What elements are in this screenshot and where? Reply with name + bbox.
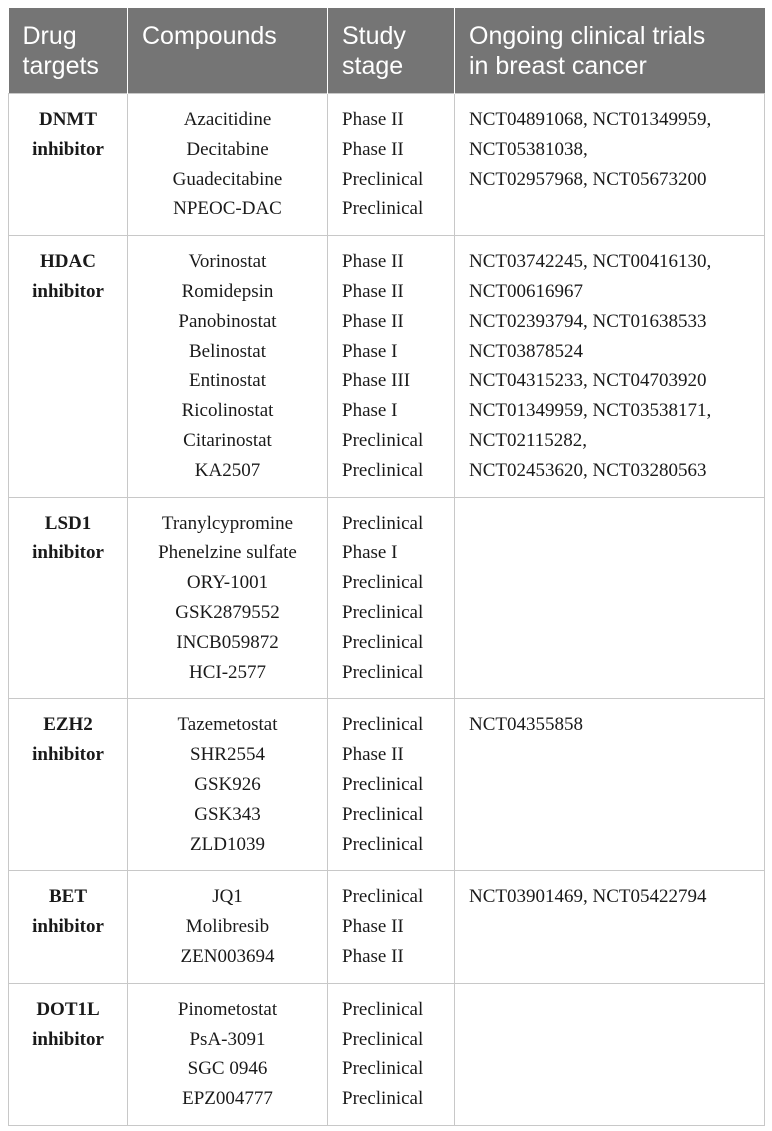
table-row <box>9 871 765 983</box>
header-ongoing-trials <box>455 8 765 94</box>
cell-line: Preclinical <box>342 661 424 683</box>
cell-line: LSD1 <box>44 512 92 534</box>
clinical-trials-cell <box>455 94 765 236</box>
drug-target-cell <box>9 94 128 236</box>
clinical-trials-cell <box>455 871 765 983</box>
table-header <box>9 8 765 94</box>
cell-line: NCT03878524 <box>469 340 583 362</box>
cell-line: Phase II <box>342 310 404 332</box>
table-row <box>9 94 765 236</box>
cell-line: Preclinical <box>342 572 424 594</box>
cell-line: inhibitor <box>32 542 104 564</box>
drug-target-cell <box>9 497 128 699</box>
cell-line: ZLD1039 <box>190 833 265 855</box>
cell-line: Phase II <box>342 109 404 130</box>
compounds-cell <box>128 871 328 983</box>
study-stage-cell <box>328 871 455 983</box>
cell-line: inhibitor <box>32 280 104 302</box>
cell-line: Preclinical <box>342 998 424 1020</box>
cell-line: Preclinical <box>342 198 424 220</box>
cell-line: Romidepsin <box>181 280 274 302</box>
cell-line: KA2507 <box>194 459 261 481</box>
cell-line: Vorinostat <box>188 251 267 273</box>
cell-line: NCT02957968, NCT05673200 <box>469 168 707 190</box>
cell-line: inhibitor <box>32 744 104 766</box>
cell-line: NPEOC-DAC <box>173 198 282 220</box>
study-stage-cell <box>328 497 455 699</box>
cell-line: Preclinical <box>342 1028 424 1050</box>
cell-line: Preclinical <box>342 1058 424 1080</box>
cell-line: NCT01349959, NCT03538171, <box>469 400 712 422</box>
clinical-trials-cell <box>455 983 765 1125</box>
cell-line: NCT04891068, NCT01349959, <box>469 109 712 130</box>
cell-line: Phase III <box>342 370 411 392</box>
header-study-stage <box>328 8 455 94</box>
cell-line: INCB059872 <box>176 631 279 653</box>
cell-line: Preclinical <box>342 631 424 653</box>
cell-line: Phase I <box>342 400 398 422</box>
cell-line: SGC 0946 <box>187 1058 268 1080</box>
header-row <box>9 8 765 94</box>
compounds-cell <box>128 236 328 497</box>
cell-line: in breast cancer <box>469 52 647 80</box>
study-stage-cell <box>328 983 455 1125</box>
cell-line: Tazemetostat <box>177 714 278 736</box>
compounds-cell <box>128 94 328 236</box>
cell-line: GSK2879552 <box>175 601 280 623</box>
drug-target-cell <box>9 699 128 871</box>
cell-line: Preclinical <box>342 803 424 825</box>
cell-line: Molibresib <box>185 916 270 938</box>
cell-line: EZH2 <box>43 714 93 736</box>
table-row <box>9 699 765 871</box>
cell-line: Ongoing clinical trials <box>469 22 706 50</box>
cell-line: NCT04315233, NCT04703920 <box>469 370 707 392</box>
cell-line: inhibitor <box>32 916 104 938</box>
cell-line: Preclinical <box>342 601 424 623</box>
cell-line: Decitabine <box>186 138 269 160</box>
drug-target-cell <box>9 871 128 983</box>
cell-line: Panobinostat <box>178 310 277 332</box>
cell-line: NCT04355858 <box>469 714 583 736</box>
header-compounds <box>128 8 328 94</box>
clinical-trials-cell <box>455 699 765 871</box>
cell-line: inhibitor <box>32 138 104 160</box>
table-row <box>9 497 765 699</box>
cell-line: Preclinical <box>342 459 424 481</box>
cell-line: NCT03742245, NCT00416130, <box>469 251 712 273</box>
cell-line: Azacitidine <box>183 109 272 130</box>
cell-line: Compounds <box>142 22 277 50</box>
cell-line: Phase II <box>342 251 404 273</box>
study-stage-cell <box>328 699 455 871</box>
cell-line: Phenelzine sulfate <box>158 542 297 564</box>
cell-line: ZEN003694 <box>180 945 275 967</box>
compounds-cell <box>128 983 328 1125</box>
cell-line: Phase II <box>342 280 404 302</box>
cell-line: JQ1 <box>212 886 243 908</box>
cell-line: targets <box>22 52 99 80</box>
cell-line: Preclinical <box>342 886 424 908</box>
cell-line: Pinometostat <box>177 998 278 1020</box>
cell-line: Preclinical <box>342 429 424 451</box>
cell-line: Citarinostat <box>183 429 272 451</box>
table-row <box>9 983 765 1125</box>
compounds-cell <box>128 497 328 699</box>
header-drug-targets <box>9 8 128 94</box>
cell-line: GSK343 <box>194 803 261 825</box>
drug-target-cell <box>9 983 128 1125</box>
cell-line: Study <box>342 22 406 50</box>
table-row <box>9 236 765 497</box>
cell-line: Phase II <box>342 138 404 160</box>
cell-line: Preclinical <box>342 1088 424 1110</box>
clinical-trials-cell <box>455 236 765 497</box>
cell-line: NCT00616967 <box>469 280 583 302</box>
cell-line: HDAC <box>40 251 96 273</box>
cell-line: NCT05381038, <box>469 138 588 160</box>
cell-line: inhibitor <box>32 1028 104 1050</box>
cell-line: DNMT <box>38 109 98 130</box>
cell-line: Phase II <box>342 744 404 766</box>
cell-line: Preclinical <box>342 833 424 855</box>
cell-line: Preclinical <box>342 714 424 736</box>
study-stage-cell <box>328 236 455 497</box>
study-stage-cell <box>328 94 455 236</box>
cell-line: Drug <box>22 22 77 50</box>
cell-line: Phase I <box>342 542 398 564</box>
cell-line: NCT02115282, <box>469 429 588 451</box>
clinical-trials-cell <box>455 497 765 699</box>
cell-line: stage <box>342 52 404 80</box>
cell-line: Phase II <box>342 916 404 938</box>
cell-line: Ricolinostat <box>181 400 274 422</box>
cell-line: Guadecitabine <box>172 168 283 190</box>
cell-line: BET <box>48 886 88 908</box>
cell-line: NCT02453620, NCT03280563 <box>469 459 707 481</box>
cell-line: Preclinical <box>342 512 424 534</box>
cell-line: Belinostat <box>188 340 267 362</box>
compounds-cell <box>128 699 328 871</box>
cell-line: NCT03901469, NCT05422794 <box>469 886 707 908</box>
cell-line: Preclinical <box>342 773 424 795</box>
cell-line: Phase II <box>342 945 404 967</box>
table-body <box>9 94 765 1126</box>
cell-line: GSK926 <box>194 773 261 795</box>
cell-line: Tranylcypromine <box>161 512 294 534</box>
cell-line: HCI-2577 <box>188 661 267 683</box>
cell-line: EPZ004777 <box>182 1088 273 1110</box>
cell-line: ORY-1001 <box>186 572 269 594</box>
cell-line: DOT1L <box>36 998 100 1020</box>
cell-line: NCT02393794, NCT01638533 <box>469 310 707 332</box>
cell-line: Phase I <box>342 340 398 362</box>
cell-line: Preclinical <box>342 168 424 190</box>
drug-target-cell <box>9 236 128 497</box>
drug-targets-table <box>8 8 765 1126</box>
cell-line: PsA-3091 <box>189 1028 266 1050</box>
cell-line: SHR2554 <box>190 744 265 766</box>
cell-line: Entinostat <box>188 370 267 392</box>
